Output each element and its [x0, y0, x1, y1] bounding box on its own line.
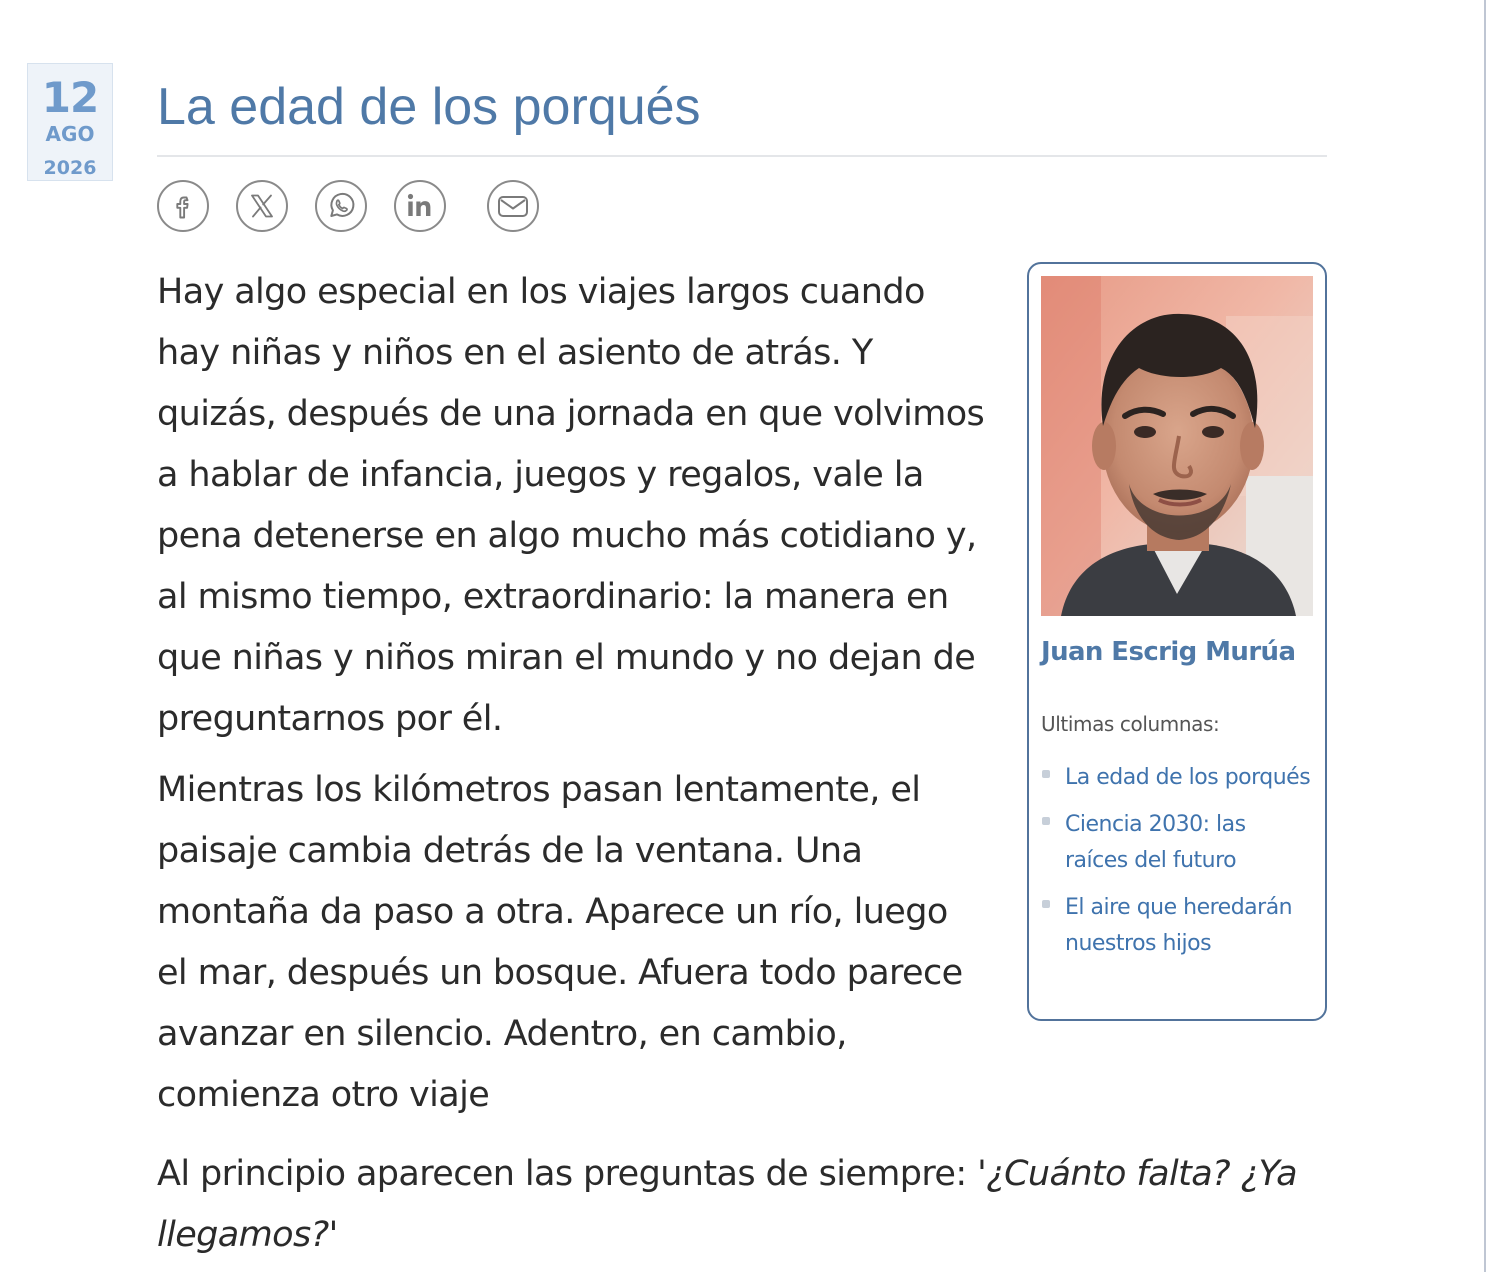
bullet-icon [1042, 900, 1050, 908]
article-paragraph: Mientras los kilómetros pasan lentamente, el paisaje cambia detrás de la ventana. Una montaña da paso a otra. Aparece un río, luego el mar, después un bosque. Afuera todo parece avanzar en silencio. Adentro, en cambio, comienza otro viaje [157, 770, 963, 1115]
list-item [1041, 760, 1311, 796]
column-link[interactable]: La edad de los porqués [1065, 765, 1311, 790]
date-year: 2026 [43, 157, 97, 179]
share-facebook-button[interactable] [157, 180, 209, 232]
share-whatsapp-button[interactable] [315, 180, 367, 232]
author-portrait-image [1041, 276, 1313, 616]
author-name-link[interactable]: Juan Escrig Murúa [1041, 637, 1296, 667]
linkedin-icon [404, 191, 436, 221]
share-x-button[interactable] [236, 180, 288, 232]
article-paragraph [157, 1144, 1297, 1266]
latest-columns-list [1041, 760, 1311, 973]
share-email-button[interactable] [487, 180, 539, 232]
column-link[interactable]: El aire que heredarán nuestros hijos [1065, 895, 1293, 956]
share-linkedin-button[interactable] [394, 180, 446, 232]
date-badge [27, 63, 113, 181]
author-card [1027, 262, 1327, 1021]
list-item [1041, 890, 1311, 962]
author-photo [1041, 276, 1313, 616]
title-divider [157, 155, 1327, 157]
column-link[interactable]: Ciencia 2030: las raíces del futuro [1065, 812, 1246, 873]
paragraph-intro: Al principio aparecen las preguntas de siempre: [157, 1154, 978, 1194]
bullet-icon [1042, 770, 1050, 778]
date-day: 12 [41, 73, 99, 122]
paragraph-quote: '¿Cuánto falta? ¿Ya llegamos?' [157, 1154, 1297, 1255]
whatsapp-icon [325, 190, 357, 222]
x-icon [247, 191, 277, 221]
bullet-icon [1042, 817, 1050, 825]
facebook-icon [171, 192, 195, 220]
latest-columns-label: Ultimas columnas: [1041, 712, 1220, 736]
date-month: AGO [45, 122, 95, 146]
article-paragraph: Hay algo especial en los viajes largos cuando hay niñas y niños en el asiento de atrás. Y quizás, después de una jornada en que volvimos a hablar de infancia, juegos y regalos, vale la pena detenerse en algo mucho más cotidiano y, al mismo tiempo, extraordinario: la manera en que niñas y niños miran el mundo y no dejan de preguntarnos por él. [157, 272, 985, 739]
article-title: La edad de los porqués [157, 78, 701, 136]
email-icon [496, 193, 530, 219]
page-right-border [1484, 0, 1486, 1272]
list-item [1041, 807, 1311, 879]
